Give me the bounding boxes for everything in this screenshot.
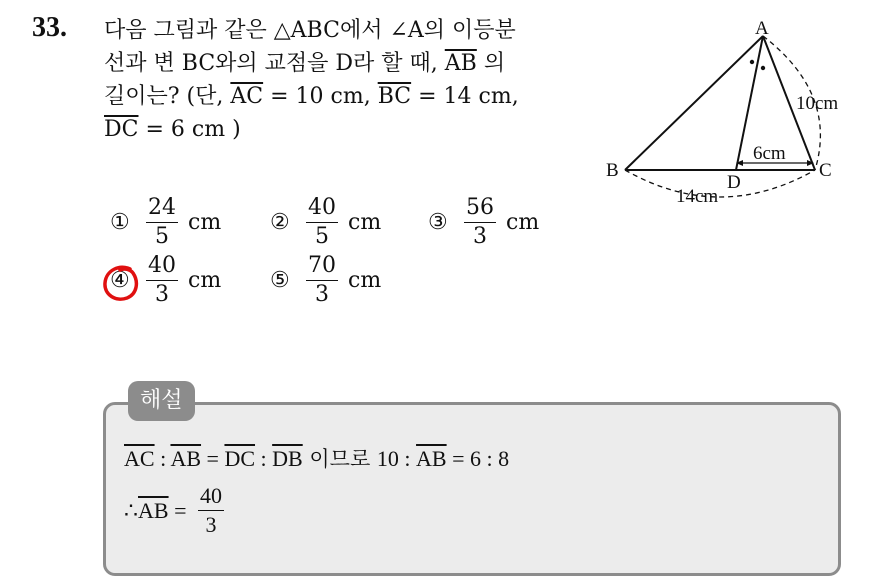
- choice-fraction: [146, 194, 178, 251]
- choice-unit: cm: [188, 268, 222, 293]
- choice-fraction: [306, 252, 338, 309]
- numerator: 24: [146, 194, 178, 223]
- denominator: 3: [205, 512, 217, 537]
- choice-number: ③: [428, 210, 448, 235]
- denominator: 3: [315, 282, 329, 307]
- stem-line-3: [104, 80, 594, 113]
- choice-unit: cm: [506, 210, 540, 235]
- stem-text: = 10 cm,: [263, 84, 378, 109]
- segment-ab: $\overline{AB}$: [170, 446, 202, 471]
- segment-ac: $\overline{AC}$: [124, 446, 155, 471]
- solution-text: 10 :: [376, 446, 417, 471]
- length-dc-label: 6cm: [753, 143, 786, 164]
- segment-ab: $\overline{AB}$: [138, 497, 169, 523]
- segment-dc: $\overline{DC}$: [104, 117, 139, 142]
- denominator: 3: [473, 224, 487, 249]
- stem-text: = 6 cm ): [138, 117, 241, 142]
- choice-fraction: [306, 194, 338, 251]
- segment-ab: $\overline{AB}$: [444, 51, 477, 76]
- segment-db: $\overline{DB}$: [272, 446, 303, 471]
- vertex-a-label: A: [755, 18, 769, 39]
- choice-3[interactable]: [428, 194, 539, 251]
- stem-text: = 14 cm,: [411, 84, 519, 109]
- therefore-symbol: ∴: [124, 497, 138, 523]
- choice-unit: cm: [348, 210, 382, 235]
- side-ab: [625, 36, 763, 170]
- angle-mark: [750, 60, 754, 64]
- choice-unit: cm: [188, 210, 222, 235]
- choice-1[interactable]: [110, 194, 221, 251]
- segment-dc: $\overline{DC}$: [224, 446, 256, 471]
- stem-line-1: 다음 그림과 같은 △ABC에서 ∠A의 이등분: [104, 18, 516, 43]
- answer-circle-stroke: [105, 267, 136, 299]
- denominator: 5: [315, 224, 329, 249]
- vertex-c-label: C: [819, 160, 832, 181]
- numerator: 70: [306, 252, 338, 281]
- denominator: 5: [155, 224, 169, 249]
- segment-ab: $\overline{AB}$: [416, 446, 447, 471]
- numerator: 40: [198, 482, 224, 511]
- answer-fraction: [198, 482, 224, 539]
- equals-sign: =: [168, 497, 192, 523]
- solution-text: = 6 : 8: [446, 446, 510, 471]
- solution-text: :: [154, 446, 171, 471]
- stem-text: 길이는? (단,: [104, 84, 231, 109]
- solution-line-1: [124, 443, 509, 473]
- choice-2[interactable]: [270, 194, 381, 251]
- stem-text: 선과 변 BC와의 교점을 D라 할 때,: [104, 51, 445, 76]
- choice-5[interactable]: [270, 252, 381, 309]
- choice-number: ④: [110, 268, 130, 293]
- solution-text: =: [201, 446, 225, 471]
- choice-unit: cm: [348, 268, 382, 293]
- point-d-label: D: [727, 172, 741, 193]
- choice-fraction: [146, 252, 178, 309]
- numerator: 40: [306, 194, 338, 223]
- stem-line-2: [104, 47, 594, 80]
- stem-text: 의: [476, 51, 506, 76]
- triangle-figure: [600, 14, 870, 214]
- answer-circle-mark: [100, 262, 142, 304]
- length-bc-label: 14cm: [676, 186, 719, 207]
- angle-mark: [761, 66, 765, 70]
- solution-text: 이므로: [302, 447, 377, 471]
- choice-number: ⑤: [270, 268, 290, 293]
- stem-line-4: [104, 113, 594, 146]
- question-number: 33.: [32, 12, 67, 43]
- length-ac-label: 10cm: [796, 93, 839, 114]
- denominator: 3: [155, 282, 169, 307]
- choice-fraction: [464, 194, 496, 251]
- question-stem: [104, 14, 594, 146]
- numerator: 40: [146, 252, 178, 281]
- solution-text: :: [255, 446, 273, 471]
- segment-bc: $\overline{BC}$: [377, 84, 412, 109]
- numerator: 56: [464, 194, 496, 223]
- solution-tab: 해설: [128, 381, 195, 421]
- segment-ac: $\overline{AC}$: [230, 84, 264, 109]
- choice-number: ①: [110, 210, 130, 235]
- vertex-b-label: B: [606, 160, 619, 181]
- choice-number: ②: [270, 210, 290, 235]
- arc-bc: [625, 170, 815, 197]
- solution-line-2: [124, 482, 230, 539]
